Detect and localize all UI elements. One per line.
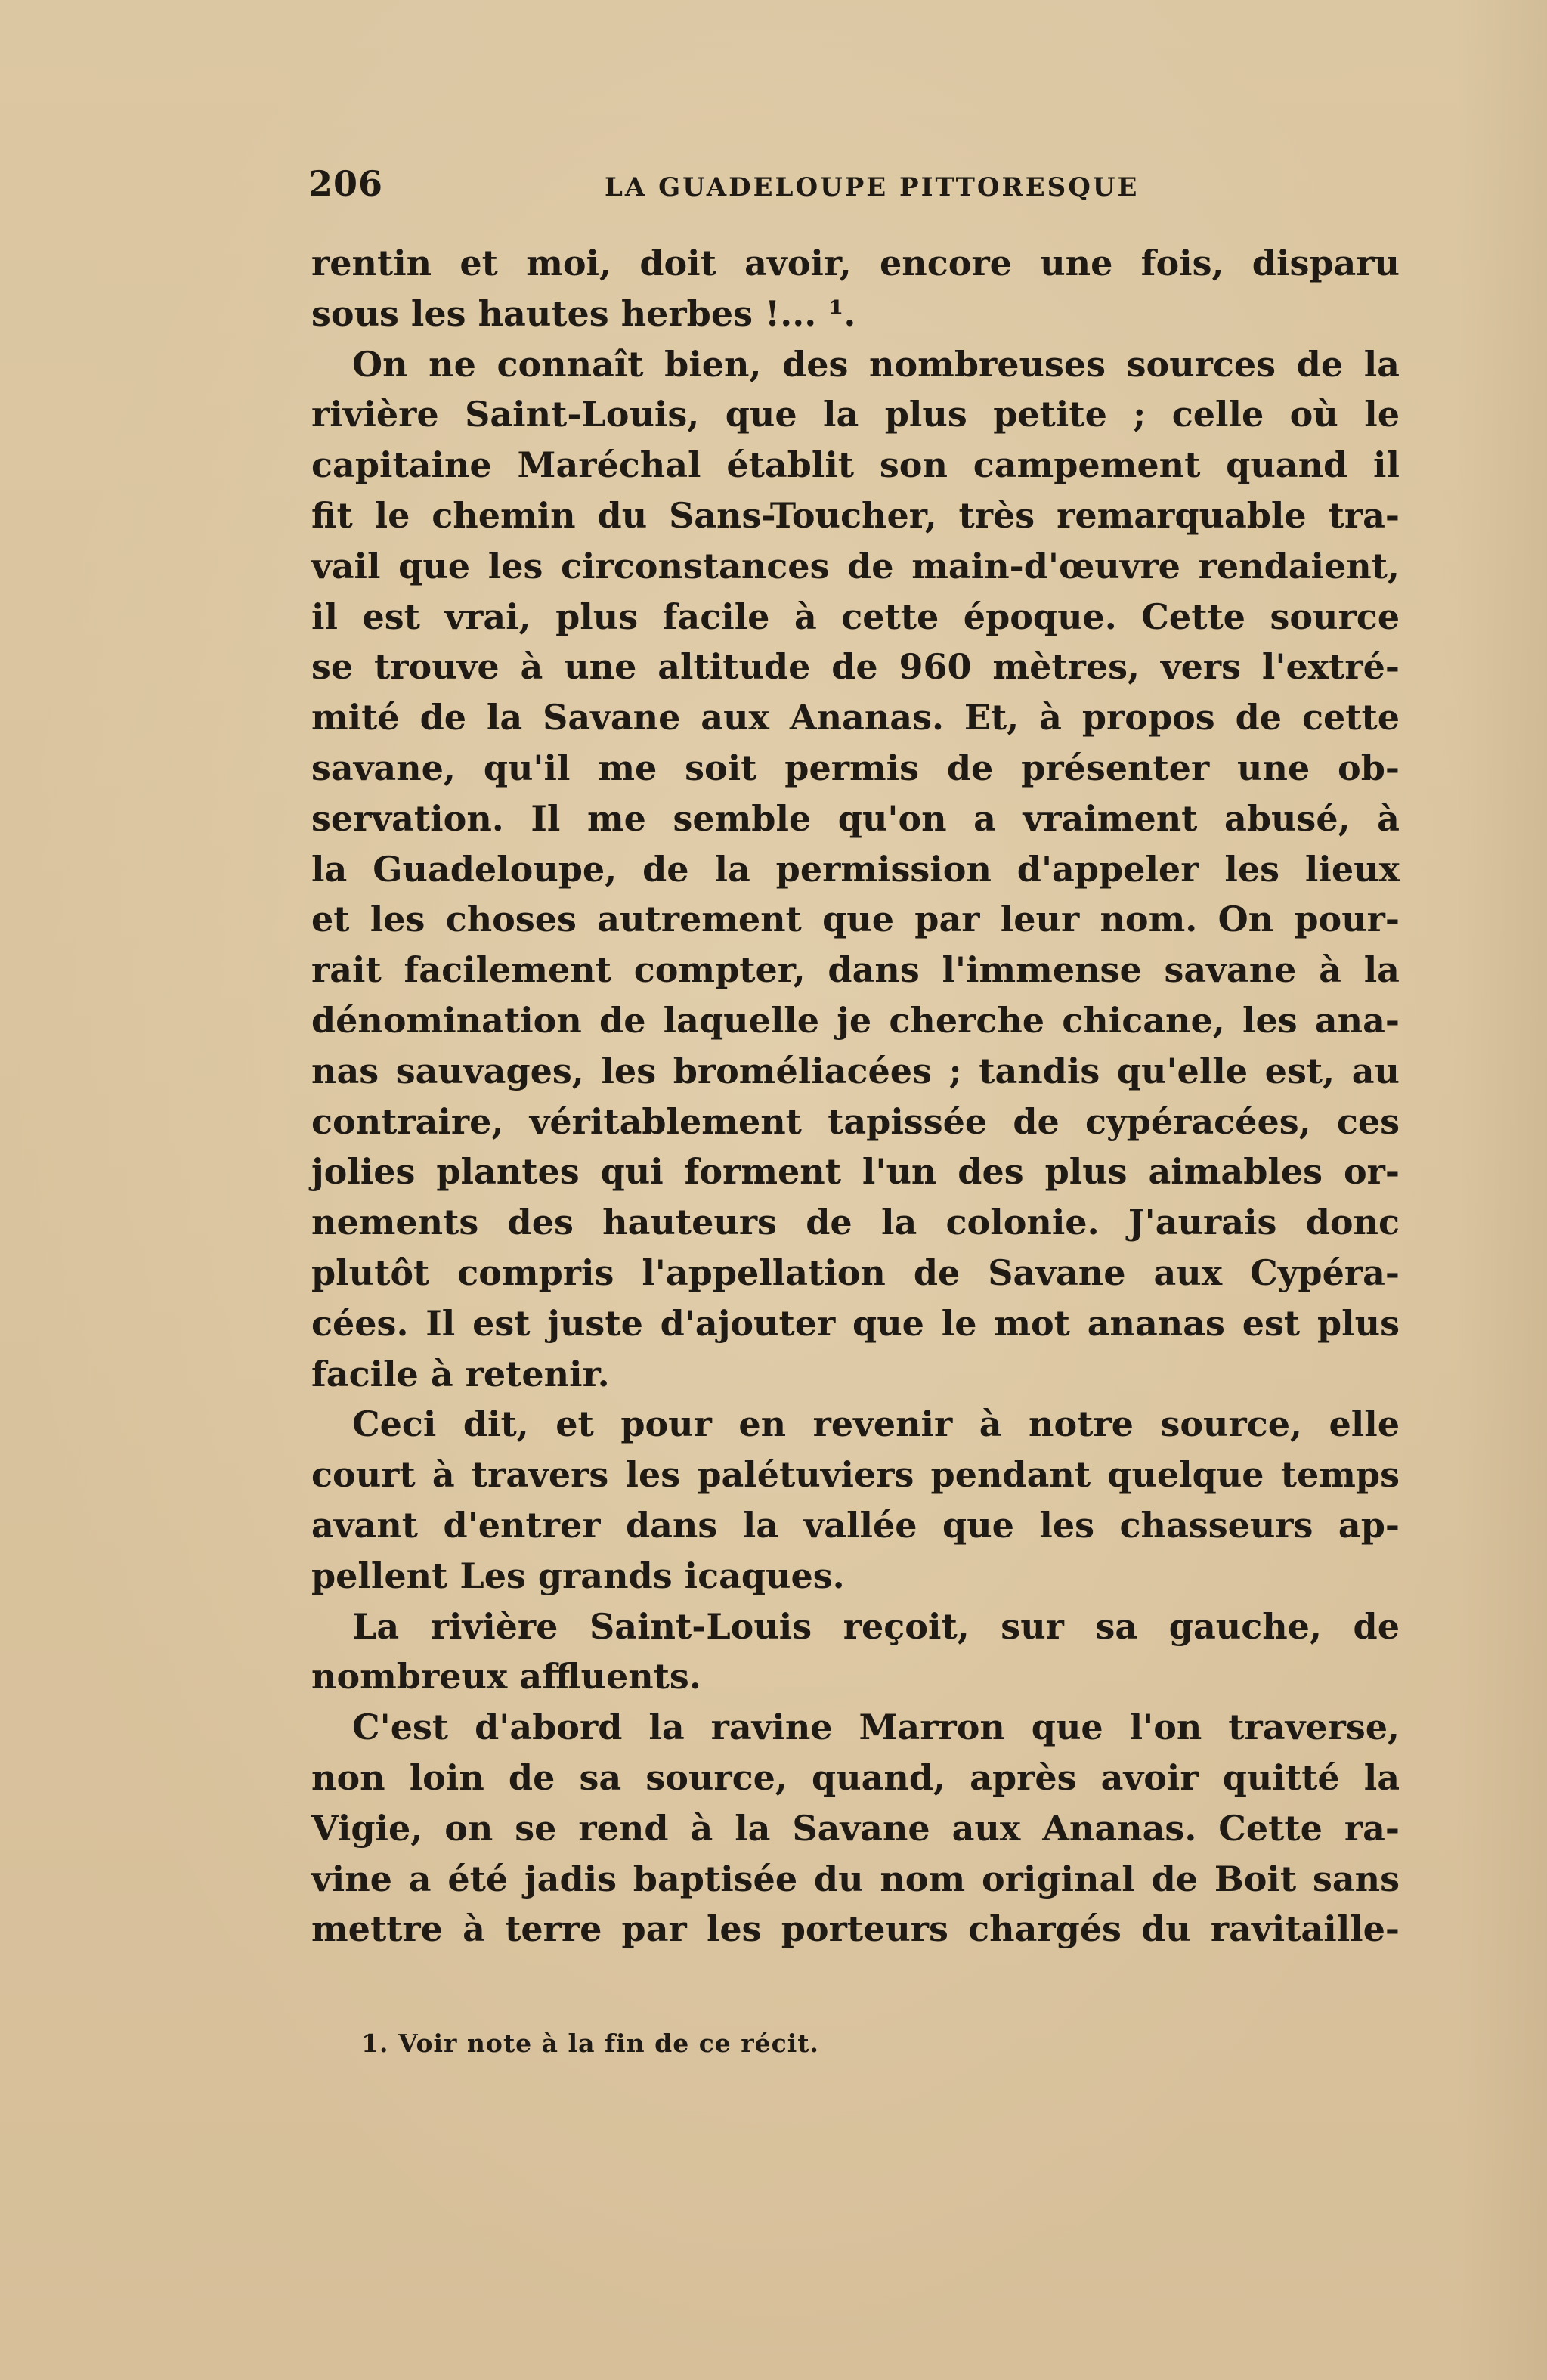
body-text [311, 238, 1400, 1954]
text-line: non loin de sa source, quand, après avoir quitté la [311, 1756, 1400, 1798]
footnote: 1. Voir note à la fin de ce récit. [361, 2029, 820, 2058]
text-line: Ceci dit, et pour en revenir à notre source, elle [352, 1404, 1400, 1445]
text-line: sous les hautes herbes !... ¹. [311, 292, 856, 334]
text-line: savane, qu'il me soit permis de présenter une ob- [311, 747, 1400, 788]
page-number: 206 [308, 163, 384, 204]
text-line: se trouve à une altitude de 960 mètres, vers l'extré- [311, 646, 1400, 688]
text-line: plutôt compris l'appellation de Savane aux Cypéra- [311, 1252, 1400, 1293]
text-line: il est vrai, plus facile à cette époque. Cette source [311, 596, 1400, 637]
text-line: nombreux affluents. [311, 1656, 701, 1698]
text-line: cées. Il est juste d'ajouter que le mot ananas est plus [311, 1302, 1400, 1344]
text-line: mettre à terre par les porteurs chargés du ravitaille- [311, 1908, 1400, 1950]
page-edge-shadow [1456, 0, 1547, 2380]
text-line: On ne connaît bien, des nombreuses sources de la [352, 343, 1400, 385]
text-line: avant d'entrer dans la vallée que les chasseurs ap- [311, 1504, 1400, 1546]
page-header [308, 163, 1397, 209]
text-line: Vigie, on se rend à la Savane aux Ananas. Cette ra- [311, 1807, 1400, 1849]
text-line: court à travers les palétuviers pendant quelque temps [311, 1454, 1400, 1496]
text-line: dénomination de laquelle je cherche chicane, les ana- [311, 999, 1400, 1041]
text-line: et les choses autrement que par leur nom. On pour- [311, 899, 1400, 940]
text-line: servation. Il me semble qu'on a vraiment abusé, à [311, 797, 1400, 839]
text-line: nements des hauteurs de la colonie. J'aurais donc [311, 1202, 1400, 1243]
text-line: C'est d'abord la ravine Marron que l'on traverse, [352, 1707, 1400, 1748]
text-line: pellent Les grands icaques. [311, 1555, 845, 1596]
text-line: rentin et moi, doit avoir, encore une fois, disparu [311, 243, 1400, 283]
text-line: la Guadeloupe, de la permission d'appeler les lieux [311, 848, 1400, 890]
text-line: jolies plantes qui forment l'un des plus aimables or- [311, 1151, 1400, 1193]
running-title: LA GUADELOUPE PITTORESQUE [605, 172, 1140, 203]
text-line: vail que les circonstances de main-d'œuvre rendaient, [311, 545, 1400, 586]
text-line: rait facilement compter, dans l'immense savane à la [311, 949, 1400, 991]
text-line: contraire, véritablement tapissée de cypéracées, ces [311, 1100, 1400, 1142]
text-line: nas sauvages, les broméliacées ; tandis qu'elle est, au [311, 1050, 1400, 1091]
text-line: vine a été jadis baptisée du nom original de Boit sans [311, 1858, 1400, 1899]
text-line: capitaine Maréchal établit son campement quand il [311, 444, 1400, 486]
text-line: rivière Saint-Louis, que la plus petite ; celle où le [311, 394, 1400, 435]
text-line: mité de la Savane aux Ananas. Et, à propos de cette [311, 697, 1400, 738]
text-line: facile à retenir. [311, 1353, 610, 1394]
text-line: La rivière Saint-Louis reçoit, sur sa gauche, de [352, 1605, 1400, 1647]
text-line: fit le chemin du Sans-Toucher, très remarquable tra- [311, 494, 1400, 536]
